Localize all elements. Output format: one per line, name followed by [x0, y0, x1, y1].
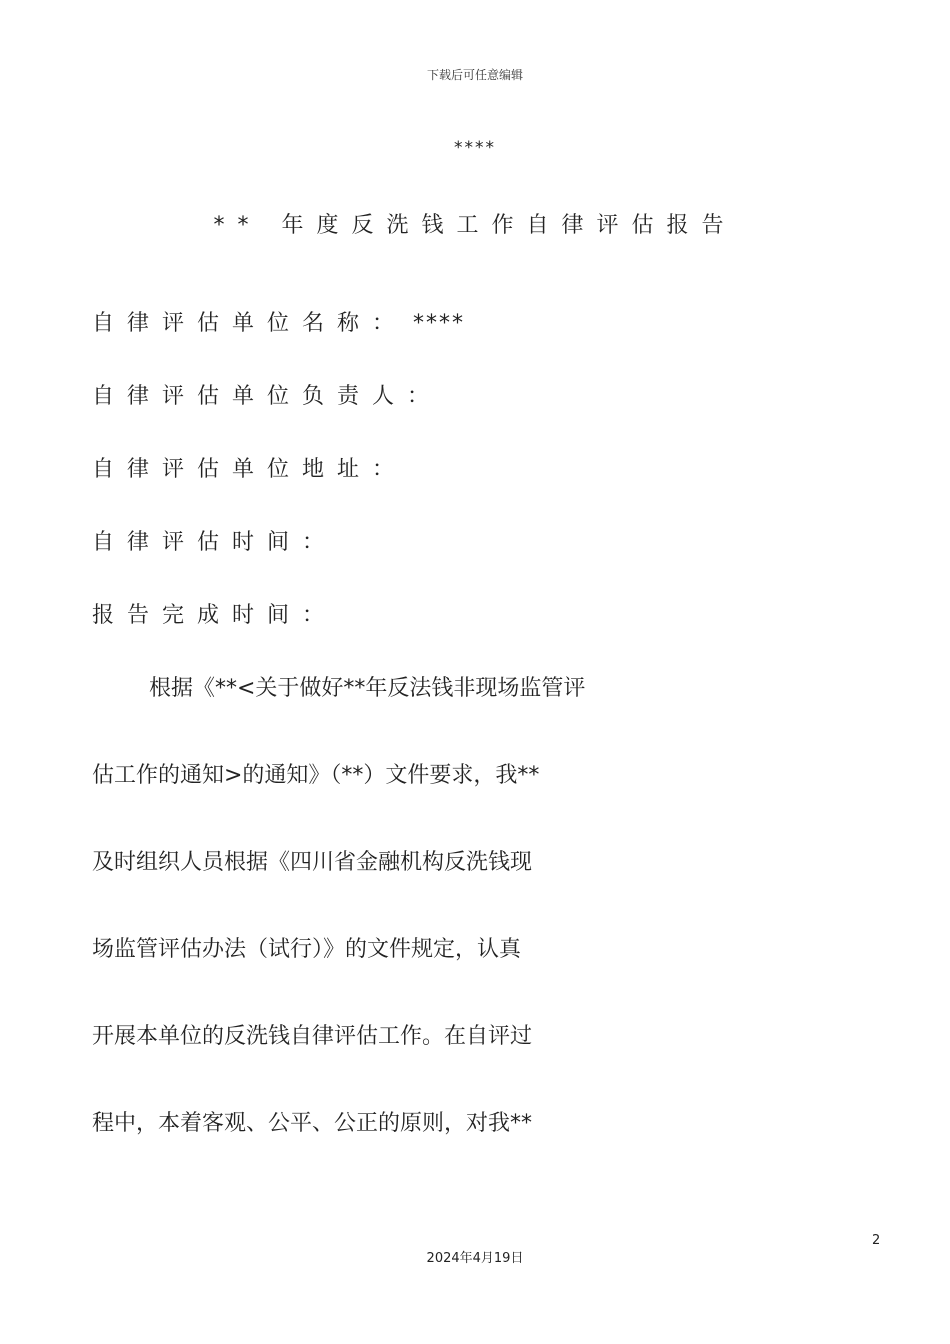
field-unit-address	[92, 452, 413, 483]
paragraph-line: 及时组织人员根据《四川省金融机构反洗钱现	[92, 850, 533, 875]
paragraph-line: 场监管评估办法（试行）》的文件规定，认真	[92, 937, 522, 962]
field-label: 自律评估时间：	[92, 530, 338, 555]
paragraph-line: 程中，本着客观、公平、公正的原则，对我**	[92, 1111, 533, 1136]
field-assessment-time	[92, 525, 343, 556]
footer-date: 2024年4月19日	[426, 1251, 524, 1266]
paragraph-line: 开展本单位的反洗钱自律评估工作。在自评过	[92, 1024, 533, 1049]
document-title: ** 年度反洗钱工作自律评估报告	[213, 213, 737, 238]
page-number: 2	[872, 1233, 881, 1248]
field-unit-name	[92, 306, 465, 337]
field-label: 报告完成时间：	[92, 603, 338, 628]
header-note: 下载后可任意编辑	[426, 68, 523, 82]
field-value: ****	[413, 311, 466, 336]
field-label: 自律评估单位负责人：	[92, 384, 443, 409]
paragraph-line: 估工作的通知>的通知》（**）文件要求，我**	[92, 763, 540, 788]
field-label: 自律评估单位名称：	[92, 311, 408, 336]
field-report-time	[92, 598, 343, 629]
field-label: 自律评估单位地址：	[92, 457, 408, 482]
field-unit-head	[92, 379, 448, 410]
paragraph-line: 根据《**<关于做好**年反法钱非现场监管评	[149, 676, 586, 701]
org-name: ****	[454, 138, 496, 158]
